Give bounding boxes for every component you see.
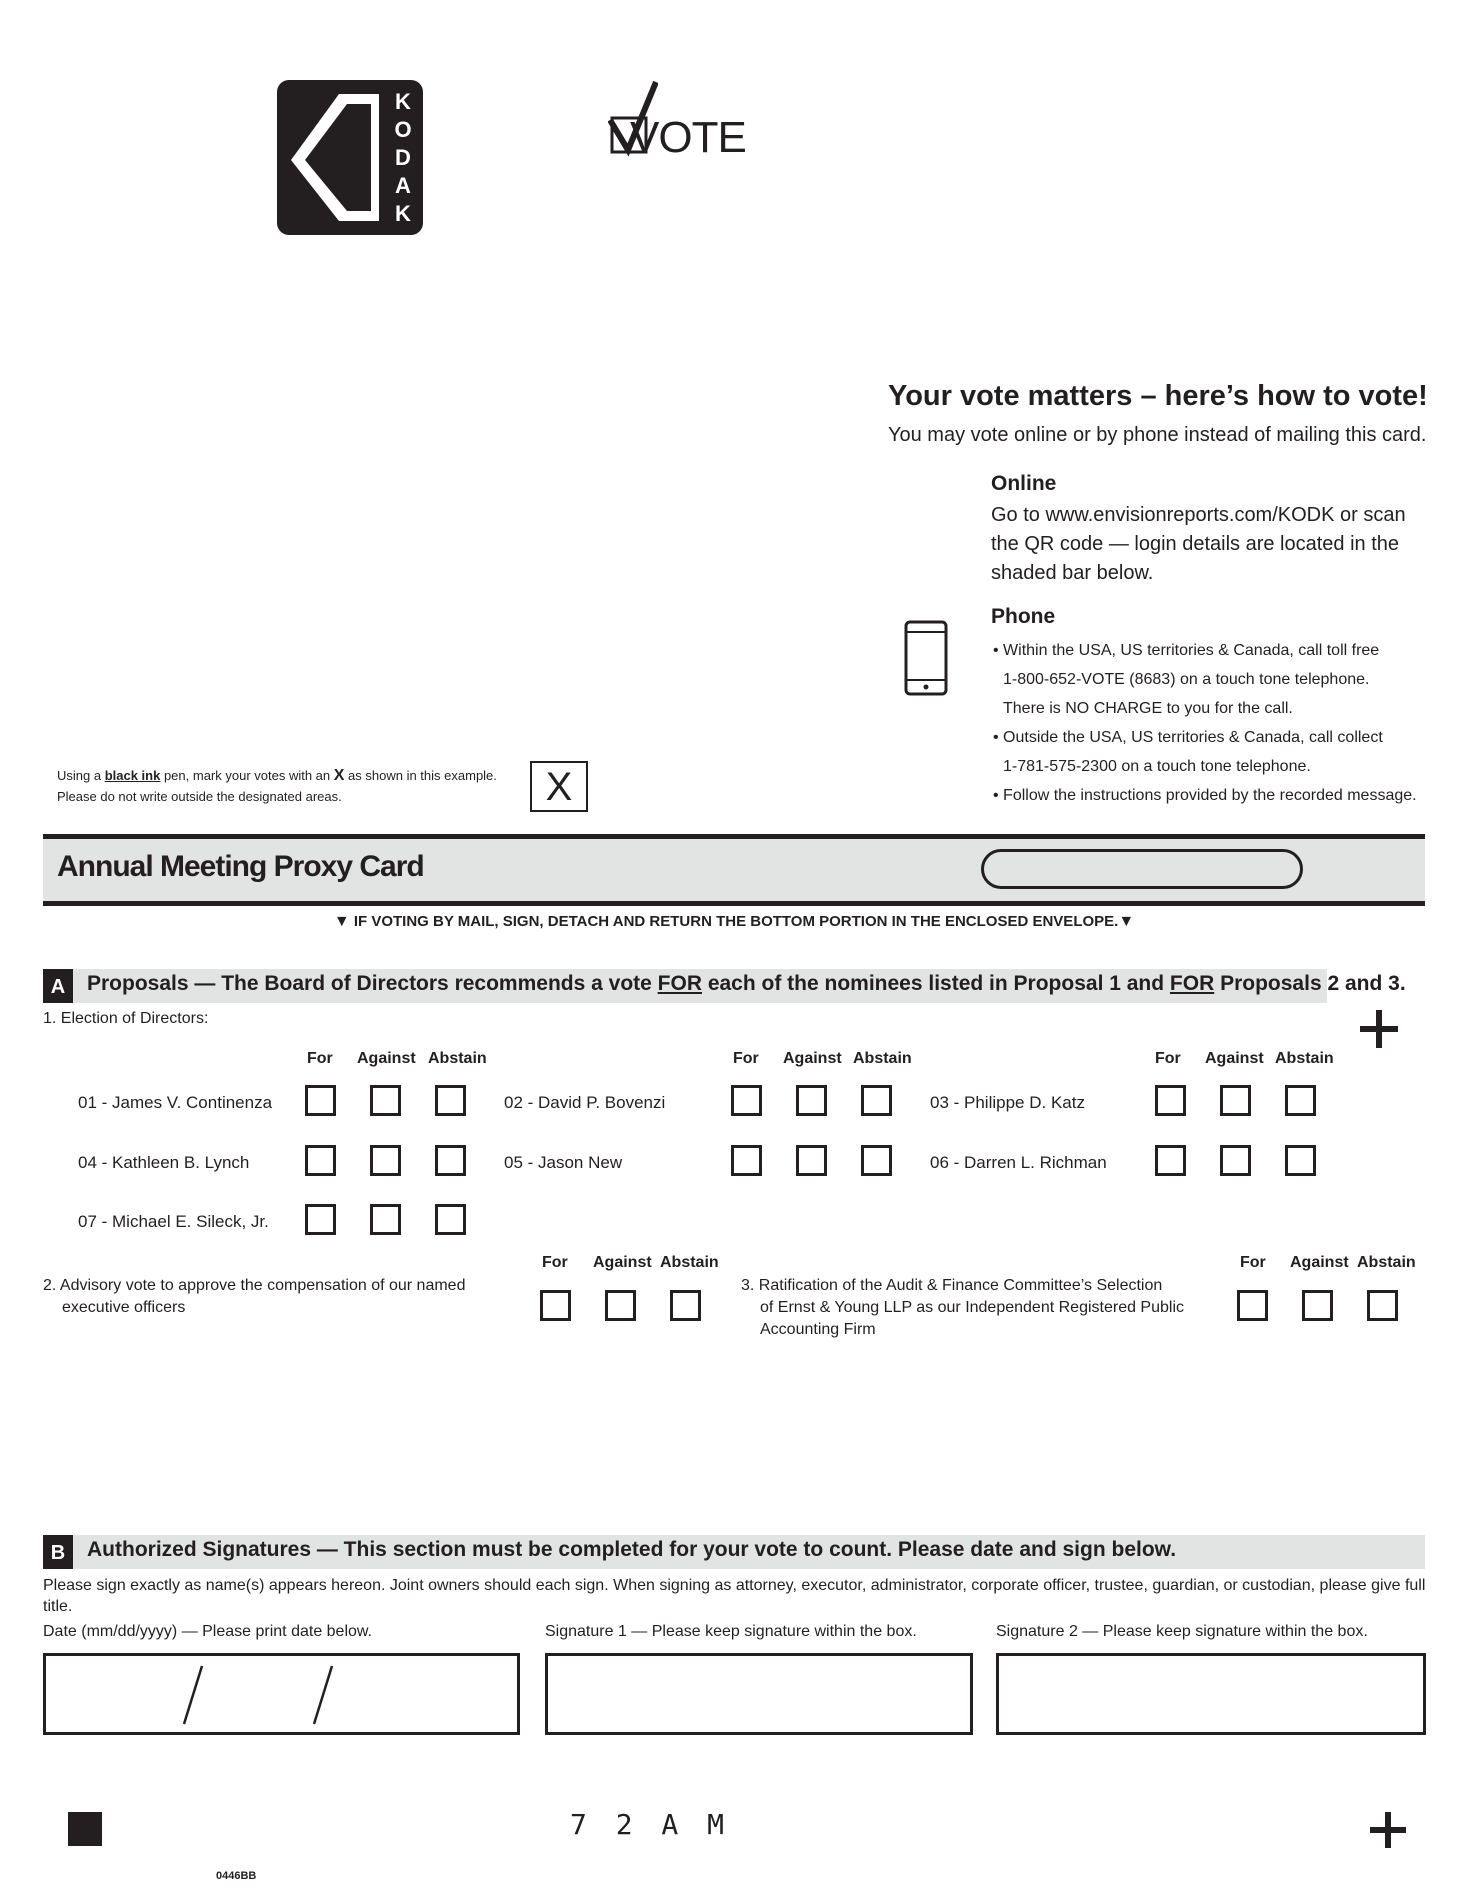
col-against: Against — [783, 1050, 842, 1067]
col-for: For — [307, 1050, 333, 1067]
triangle-down-icon: ▼ — [1118, 913, 1135, 930]
signature-1-box[interactable] — [545, 1653, 973, 1735]
nominee-07-against-checkbox[interactable] — [370, 1204, 401, 1235]
vote-logo-text — [630, 114, 746, 162]
col-abstain: Abstain — [1275, 1050, 1334, 1067]
col-for: For — [1240, 1254, 1266, 1271]
signature-2-box[interactable] — [996, 1653, 1426, 1735]
kodak-logo-text: KODAK — [394, 89, 412, 226]
nominee-06-abstain-checkbox[interactable] — [1285, 1145, 1316, 1176]
proxy-bar-title: Annual Meeting Proxy Card — [57, 850, 424, 883]
proposal-3-line: 3. Ratification of the Audit & Finance Committee’s Selection — [741, 1277, 1163, 1294]
signature-1-label: Signature 1 — Please keep signature within the box. — [545, 1623, 917, 1640]
phone-line: • Follow the instructions provided by the recorded message. — [993, 787, 1417, 804]
date-separator-slashes — [46, 1656, 517, 1732]
sa-title-mid: each of the nominees listed in Proposal 1 and — [701, 972, 1170, 995]
phone-line: • Within the USA, US territories & Canada, call toll free — [993, 642, 1380, 659]
footer-small-code: 0446BB — [216, 1870, 257, 1882]
nominee-05-against-checkbox[interactable] — [796, 1145, 827, 1176]
marking-instructions-line1 — [57, 765, 497, 786]
online-line: shaded bar below. — [991, 562, 1154, 584]
section-b-instructions: Please sign exactly as name(s) appears hereon. Joint owners should each sign. When signing as attorney, executor, administrator, corporate officer, trustee, guardian, or custodian, please give full title. — [43, 1577, 1426, 1615]
nominee-label: 06 - Darren L. Richman — [930, 1153, 1107, 1172]
how-to-vote-subtitle: You may vote online or by phone instead of mailing this card. — [888, 424, 1427, 446]
nominee-05-for-checkbox[interactable] — [731, 1145, 762, 1176]
sa-for-1: FOR — [657, 972, 702, 995]
nominee-02-abstain-checkbox[interactable] — [861, 1085, 892, 1116]
nominee-02-against-checkbox[interactable] — [796, 1085, 827, 1116]
proposal-3-abstain-checkbox[interactable] — [1367, 1290, 1398, 1321]
how-to-vote-title: Your vote matters – here’s how to vote! — [888, 380, 1428, 412]
col-for: For — [1155, 1050, 1181, 1067]
instr-mid: pen, mark your votes with an — [160, 768, 334, 783]
instr-post: as shown in this example. — [344, 768, 497, 783]
registration-plus-icon — [1370, 1812, 1406, 1848]
nominee-03-against-checkbox[interactable] — [1220, 1085, 1251, 1116]
online-line: the QR code — login details are located in the — [991, 533, 1400, 555]
nominee-04-for-checkbox[interactable] — [305, 1145, 336, 1176]
proposal-3-line: of Ernst & Young LLP as our Independent Registered Public — [760, 1299, 1185, 1316]
instr-x: X — [333, 767, 345, 784]
nominee-04-abstain-checkbox[interactable] — [435, 1145, 466, 1176]
nominee-label: 01 - James V. Continenza — [78, 1093, 273, 1112]
col-abstain: Abstain — [660, 1254, 719, 1271]
vote-logo-word: VOTE — [630, 113, 746, 162]
nominee-01-for-checkbox[interactable] — [305, 1085, 336, 1116]
sa-title-pre: Proposals — The Board of Directors recommends a vote — [87, 972, 658, 995]
proposal-2-line: executive officers — [62, 1299, 186, 1316]
phone-line: 1-781-575-2300 on a touch tone telephone. — [1003, 758, 1311, 775]
example-x-mark: X — [545, 765, 573, 809]
col-against: Against — [357, 1050, 416, 1067]
nominee-label: 07 - Michael E. Sileck, Jr. — [78, 1212, 269, 1231]
marking-instructions-line2: Please do not write outside the designated areas. — [57, 789, 342, 804]
section-b-title: Authorized Signatures — This section must be completed for your vote to count. Please date and sign below. — [87, 1538, 1177, 1561]
mail-notice-text: IF VOTING BY MAIL, SIGN, DETACH AND RETURN THE BOTTOM PORTION IN THE ENCLOSED ENVELOPE. — [353, 913, 1119, 930]
proposal-3-for-checkbox[interactable] — [1237, 1290, 1268, 1321]
nominee-01-abstain-checkbox[interactable] — [435, 1085, 466, 1116]
phone-heading: Phone — [991, 605, 1056, 628]
proxy-bar — [43, 834, 1425, 906]
marking-instructions — [57, 765, 497, 807]
signature-2-label: Signature 2 — Please keep signature within the box. — [996, 1623, 1368, 1640]
phone-line: • Outside the USA, US territories & Canada, call collect — [993, 729, 1383, 746]
proposal-2-line: 2. Advisory vote to approve the compensation of our named — [43, 1277, 466, 1294]
nominee-02-for-checkbox[interactable] — [731, 1085, 762, 1116]
registration-plus-icon — [1360, 1010, 1398, 1048]
kodak-logo — [277, 80, 423, 235]
instr-black-ink: black ink — [104, 768, 161, 783]
col-for: For — [542, 1254, 568, 1271]
phone-instructions — [993, 636, 1417, 810]
proposal-3-line: Accounting Firm — [760, 1321, 876, 1338]
online-heading: Online — [991, 472, 1057, 495]
nominee-label: 03 - Philippe D. Katz — [930, 1093, 1085, 1112]
date-input-box[interactable] — [43, 1653, 520, 1735]
election-label: 1. Election of Directors: — [43, 1010, 209, 1027]
nominee-label: 02 - David P. Bovenzi — [504, 1093, 666, 1112]
login-details-field — [981, 849, 1303, 889]
col-abstain: Abstain — [853, 1050, 912, 1067]
col-abstain: Abstain — [1357, 1254, 1416, 1271]
nominee-label: 04 - Kathleen B. Lynch — [78, 1153, 250, 1172]
col-against: Against — [1290, 1254, 1349, 1271]
online-instructions — [991, 501, 1406, 588]
online-line: Go to www.envisionreports.com/KODK or scan — [991, 504, 1406, 526]
sa-title-post: Proposals 2 and 3. — [1214, 972, 1406, 995]
section-a-letter: A — [43, 969, 73, 1003]
proposal-2-abstain-checkbox[interactable] — [670, 1290, 701, 1321]
triangle-down-icon: ▼ — [333, 913, 350, 930]
col-for: For — [733, 1050, 759, 1067]
proposal-3-against-checkbox[interactable] — [1302, 1290, 1333, 1321]
date-label: Date (mm/dd/yyyy) — Please print date below. — [43, 1623, 373, 1640]
footer-code: 7 2 A M — [570, 1808, 731, 1841]
proposal-2-against-checkbox[interactable] — [605, 1290, 636, 1321]
col-against: Against — [593, 1254, 652, 1271]
section-b-letter: B — [43, 1535, 73, 1569]
example-mark-box — [530, 761, 588, 812]
nominee-04-against-checkbox[interactable] — [370, 1145, 401, 1176]
col-abstain: Abstain — [428, 1050, 487, 1067]
nominee-07-for-checkbox[interactable] — [305, 1204, 336, 1235]
proposal-3-text — [741, 1275, 1184, 1341]
section-a-title — [87, 972, 1406, 996]
phone-line: 1-800-652-VOTE (8683) on a touch tone telephone. — [1003, 671, 1370, 688]
sa-for-2: FOR — [1169, 972, 1215, 995]
phone-line: There is NO CHARGE to you for the call. — [1003, 700, 1293, 717]
vote-logo — [608, 80, 748, 166]
phone-icon — [904, 620, 948, 696]
nominee-05-abstain-checkbox[interactable] — [861, 1145, 892, 1176]
nominee-06-against-checkbox[interactable] — [1220, 1145, 1251, 1176]
instr-pre: Using a — [57, 768, 105, 783]
footer-black-square — [68, 1812, 102, 1846]
nominee-03-for-checkbox[interactable] — [1155, 1085, 1186, 1116]
nominee-01-against-checkbox[interactable] — [370, 1085, 401, 1116]
nominee-03-abstain-checkbox[interactable] — [1285, 1085, 1316, 1116]
nominee-06-for-checkbox[interactable] — [1155, 1145, 1186, 1176]
proposal-2-text — [43, 1275, 465, 1319]
nominee-label: 05 - Jason New — [504, 1153, 623, 1172]
nominee-07-abstain-checkbox[interactable] — [435, 1204, 466, 1235]
col-against: Against — [1205, 1050, 1264, 1067]
mail-notice — [0, 913, 1468, 931]
proposal-2-for-checkbox[interactable] — [540, 1290, 571, 1321]
